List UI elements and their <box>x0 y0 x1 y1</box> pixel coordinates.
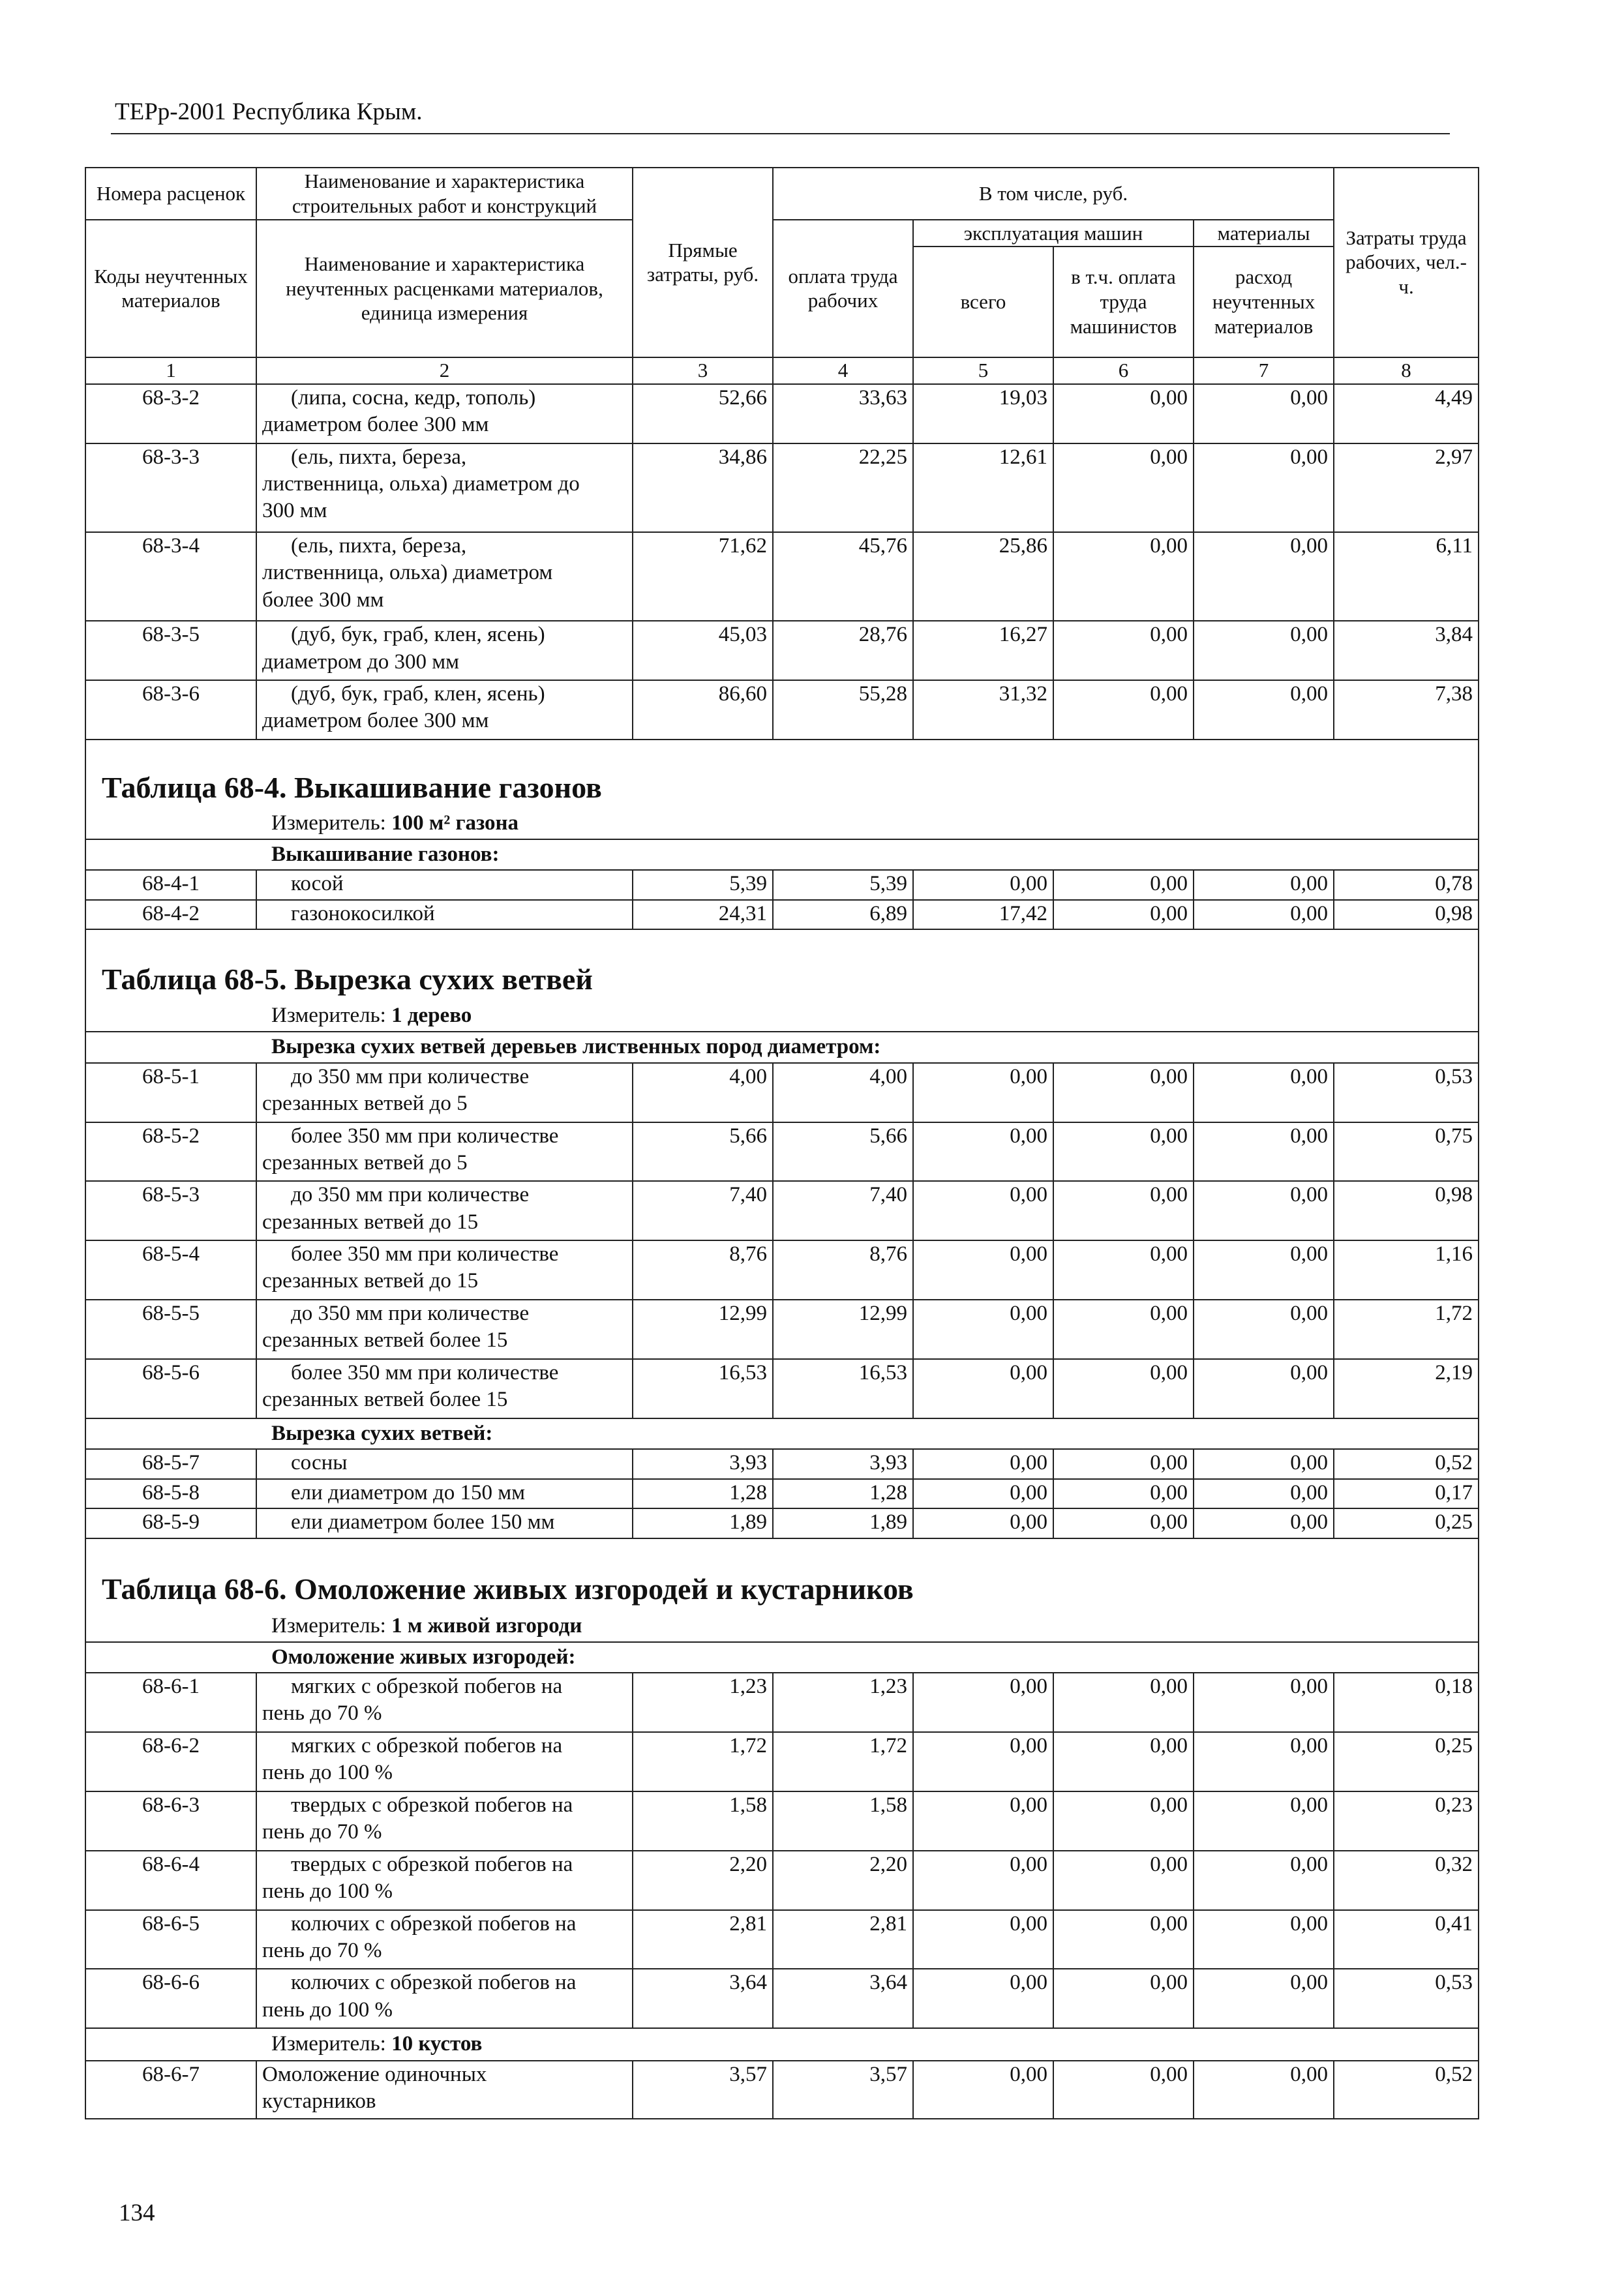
hdr-materials: материалы <box>1194 220 1334 247</box>
col-number: 1 <box>85 357 256 384</box>
col-number: 3 <box>633 357 773 384</box>
rate-name: ели диаметром до 150 мм <box>256 1479 633 1508</box>
rate-name: Омоложение одиночных кустарников <box>256 2061 633 2119</box>
rate-name: мягких с обрезкой побегов на пень до 70 % <box>256 1673 633 1732</box>
table-row: 68-3-3 (ель, пихта, береза, лиственница, ольха) диаметром до 300 мм 34,86 22,25 12,61 0,00 0,00 2,97 <box>85 443 1479 532</box>
rate-code: 68-3-6 <box>85 680 256 740</box>
rate-name: (дуб, бук, граб, клен, ясень) диаметром более 300 мм <box>256 680 633 740</box>
page-number: 134 <box>119 2200 155 2226</box>
hdr-materials-unaccounted: расход неучтенных материалов <box>1194 247 1334 357</box>
rate-name: (ель, пихта, береза, лиственница, ольха) диаметром до 300 мм <box>256 443 633 532</box>
table-row: 68-3-2 (липа, сосна, кедр, тополь) диаметром более 300 мм 52,66 33,63 19,03 0,00 0,00 4,49 <box>85 384 1479 443</box>
hdr-col1-bottom: Коды неучтенных материалов <box>85 220 256 357</box>
rate-code: 68-5-6 <box>85 1359 256 1418</box>
measure-line: Измеритель: 10 кустов <box>85 2028 1479 2061</box>
table-row: 68-4-2 газонокосилкой 24,31 6,89 17,42 0,00 0,00 0,98 <box>85 900 1479 929</box>
rate-name: (дуб, бук, граб, клен, ясень) диаметром до 300 мм <box>256 621 633 680</box>
rate-code: 68-5-8 <box>85 1479 256 1508</box>
rate-code: 68-5-3 <box>85 1181 256 1240</box>
rate-name: до 350 мм при количестве срезанных ветвей более 15 <box>256 1300 633 1359</box>
group-heading: Выкашивание газонов: <box>85 839 1479 871</box>
rate-code: 68-5-7 <box>85 1449 256 1478</box>
hdr-machines-total: всего <box>913 247 1053 357</box>
table-row: 68-5-6 более 350 мм при количестве срезанных ветвей более 15 16,53 16,53 0,00 0,00 0,00 2,19 <box>85 1359 1479 1418</box>
rate-code: 68-5-5 <box>85 1300 256 1359</box>
table-row: 68-6-5 колючих с обрезкой побегов на пень до 70 % 2,81 2,81 0,00 0,00 0,00 0,41 <box>85 1910 1479 1969</box>
table-row: 68-5-7 сосны 3,93 3,93 0,00 0,00 0,00 0,52 <box>85 1449 1479 1478</box>
table-row: 68-5-4 более 350 мм при количестве срезанных ветвей до 15 8,76 8,76 0,00 0,00 0,00 1,16 <box>85 1240 1479 1300</box>
rates-table <box>85 167 1478 2119</box>
table-row: 68-5-9 ели диаметром более 150 мм 1,89 1,89 0,00 0,00 0,00 0,25 <box>85 1508 1479 1538</box>
col-number: 5 <box>913 357 1053 384</box>
table-row: 68-3-6 (дуб, бук, граб, клен, ясень) диаметром более 300 мм 86,60 55,28 31,32 0,00 0,00 7,38 <box>85 680 1479 740</box>
running-header: ТЕРр-2001 Республика Крым. <box>115 98 423 125</box>
col-number: 2 <box>256 357 633 384</box>
col-number: 8 <box>1334 357 1479 384</box>
hdr-col1-top: Номера расценок <box>85 168 256 220</box>
rate-name: до 350 мм при количестве срезанных ветвей до 5 <box>256 1063 633 1122</box>
rate-code: 68-6-7 <box>85 2061 256 2119</box>
hdr-col2-top: Наименование и характеристика строительных работ и конструкций <box>256 168 633 220</box>
rate-name: более 350 мм при количестве срезанных ветвей до 5 <box>256 1122 633 1182</box>
col-number: 7 <box>1194 357 1334 384</box>
table-title-68-5: Таблица 68-5. Вырезка сухих ветвей <box>85 958 1479 1001</box>
table-row: 68-6-2 мягких с обрезкой побегов на пень до 100 % 1,72 1,72 0,00 0,00 0,00 0,25 <box>85 1732 1479 1791</box>
table-row: 68-5-2 более 350 мм при количестве срезанных ветвей до 5 5,66 5,66 0,00 0,00 0,00 0,75 <box>85 1122 1479 1182</box>
rate-code: 68-5-2 <box>85 1122 256 1182</box>
group-heading: Вырезка сухих ветвей деревьев лиственных пород диаметром: <box>85 1032 1479 1063</box>
measure-line: Измеритель: 100 м² газона <box>85 808 1479 839</box>
rate-code: 68-4-2 <box>85 900 256 929</box>
rate-code: 68-5-4 <box>85 1240 256 1300</box>
hdr-including: В том числе, руб. <box>773 168 1334 220</box>
table-title-68-6: Таблица 68-6. Омоложение живых изгородей и кустарников <box>85 1568 1479 1611</box>
col-number: 6 <box>1053 357 1194 384</box>
rate-code: 68-6-1 <box>85 1673 256 1732</box>
rate-name: до 350 мм при количестве срезанных ветвей до 15 <box>256 1181 633 1240</box>
table-row: 68-6-1 мягких с обрезкой побегов на пень до 70 % 1,23 1,23 0,00 0,00 0,00 0,18 <box>85 1673 1479 1732</box>
rate-code: 68-3-3 <box>85 443 256 532</box>
rate-code: 68-3-4 <box>85 532 256 621</box>
hdr-machinists-pay: в т.ч. оплата труда машинистов <box>1053 247 1194 357</box>
rate-name: колючих с обрезкой побегов на пень до 70 % <box>256 1910 633 1969</box>
rate-name: газонокосилкой <box>256 900 633 929</box>
table-title-68-4: Таблица 68-4. Выкашивание газонов <box>85 766 1479 808</box>
header-rule <box>111 133 1450 134</box>
rate-code: 68-6-3 <box>85 1791 256 1851</box>
hdr-labor-cost: Затраты труда рабочих, чел.-ч. <box>1334 168 1479 357</box>
rate-code: 68-5-1 <box>85 1063 256 1122</box>
rate-name: ели диаметром более 150 мм <box>256 1508 633 1538</box>
rate-code: 68-6-5 <box>85 1910 256 1969</box>
rate-name: косой <box>256 870 633 899</box>
col-number: 4 <box>773 357 913 384</box>
hdr-machines: эксплуатация машин <box>913 220 1194 247</box>
rate-name: колючих с обрезкой побегов на пень до 100 % <box>256 1969 633 2028</box>
measure-line: Измеритель: 1 дерево <box>85 1001 1479 1032</box>
hdr-col2-bottom: Наименование и характеристика неучтенных расценками материалов, единица измерения <box>256 220 633 357</box>
rate-name: (липа, сосна, кедр, тополь) диаметром более 300 мм <box>256 384 633 443</box>
table-row: 68-5-5 до 350 мм при количестве срезанных ветвей более 15 12,99 12,99 0,00 0,00 0,00 1,72 <box>85 1300 1479 1359</box>
hdr-direct-costs: Прямые затраты, руб. <box>633 168 773 357</box>
table-row: 68-5-1 до 350 мм при количестве срезанных ветвей до 5 4,00 4,00 0,00 0,00 0,00 0,53 <box>85 1063 1479 1122</box>
rate-name: сосны <box>256 1449 633 1478</box>
rate-code: 68-5-9 <box>85 1508 256 1538</box>
rate-name: более 350 мм при количестве срезанных ветвей до 15 <box>256 1240 633 1300</box>
table-row: 68-3-4 (ель, пихта, береза, лиственница, ольха) диаметром более 300 мм 71,62 45,76 25,86 0,00 0,00 6,11 <box>85 532 1479 621</box>
rate-name: мягких с обрезкой побегов на пень до 100 % <box>256 1732 633 1791</box>
table-row: 68-6-4 твердых с обрезкой побегов на пень до 100 % 2,20 2,20 0,00 0,00 0,00 0,32 <box>85 1851 1479 1910</box>
table-row: 68-3-5 (дуб, бук, граб, клен, ясень) диаметром до 300 мм 45,03 28,76 16,27 0,00 0,00 3,84 <box>85 621 1479 680</box>
table-row: 68-5-8 ели диаметром до 150 мм 1,28 1,28 0,00 0,00 0,00 0,17 <box>85 1479 1479 1508</box>
rate-code: 68-3-2 <box>85 384 256 443</box>
table-row: 68-4-1 косой 5,39 5,39 0,00 0,00 0,00 0,78 <box>85 870 1479 899</box>
rate-name: более 350 мм при количестве срезанных ветвей более 15 <box>256 1359 633 1418</box>
rate-code: 68-6-6 <box>85 1969 256 2028</box>
measure-line: Измеритель: 1 м живой изгороди <box>85 1611 1479 1642</box>
table-row: 68-6-7 Омоложение одиночных кустарников 3,57 3,57 0,00 0,00 0,00 0,52 <box>85 2061 1479 2119</box>
rate-code: 68-6-2 <box>85 1732 256 1791</box>
rate-code: 68-6-4 <box>85 1851 256 1910</box>
table-row: 68-6-6 колючих с обрезкой побегов на пень до 100 % 3,64 3,64 0,00 0,00 0,00 0,53 <box>85 1969 1479 2028</box>
table-row: 68-5-3 до 350 мм при количестве срезанных ветвей до 15 7,40 7,40 0,00 0,00 0,00 0,98 <box>85 1181 1479 1240</box>
group-heading: Омоложение живых изгородей: <box>85 1642 1479 1673</box>
rate-name: твердых с обрезкой побегов на пень до 100 % <box>256 1851 633 1910</box>
rate-code: 68-4-1 <box>85 870 256 899</box>
rate-name: твердых с обрезкой побегов на пень до 70 % <box>256 1791 633 1851</box>
rate-code: 68-3-5 <box>85 621 256 680</box>
table-row: 68-6-3 твердых с обрезкой побегов на пень до 70 % 1,58 1,58 0,00 0,00 0,00 0,23 <box>85 1791 1479 1851</box>
hdr-labor-pay: оплата труда рабочих <box>773 220 913 357</box>
group-heading: Вырезка сухих ветвей: <box>85 1418 1479 1450</box>
rate-name: (ель, пихта, береза, лиственница, ольха) диаметром более 300 мм <box>256 532 633 621</box>
